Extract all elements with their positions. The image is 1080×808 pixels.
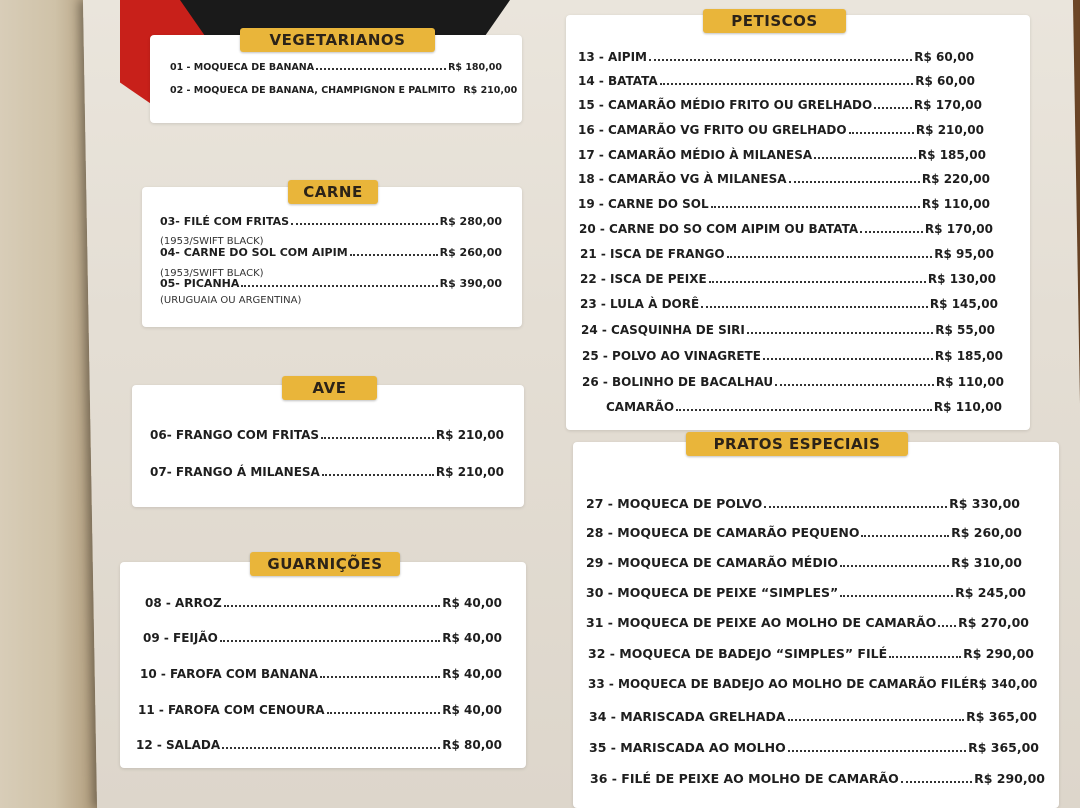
menu-item: 24 - CASQUINHA DE SIRI R$ 55,00 [581,323,995,337]
menu-item: 06- FRANGO COM FRITAS R$ 210,00 [150,428,504,442]
section-title-pratos-especiais: PRATOS ESPECIAIS [686,432,908,456]
menu-item: 04- CARNE DO SOL COM AIPIM R$ 260,00 [160,246,502,259]
section-title-vegetarianos: VEGETARIANOS [240,28,435,52]
item-note: (1953/SWIFT BLACK) [160,236,264,247]
menu-item: 34 - MARISCADA GRELHADA R$ 365,00 [589,709,1037,724]
menu-item: 28 - MOQUECA DE CAMARÃO PEQUENO R$ 260,00 [586,525,1022,540]
menu-item: 26 - BOLINHO DE BACALHAU R$ 110,00 [582,375,1004,389]
menu-item: 10 - FAROFA COM BANANA R$ 40,00 [140,667,502,681]
card-ave [132,385,524,507]
menu-item: 02 - MOQUECA DE BANANA, CHAMPIGNON E PALMITO R$ 210,00 [170,85,518,96]
menu-item: 03- FILÉ COM FRITAS R$ 280,00 [160,215,502,228]
menu-item: 05- PICANHA R$ 390,00 [160,277,502,290]
menu-item: 36 - FILÉ DE PEIXE AO MOLHO DE CAMARÃO R$ 290,00 [590,771,1045,786]
menu-item: 09 - FEIJÃO R$ 40,00 [143,631,502,645]
menu-item: 22 - ISCA DE PEIXE R$ 130,00 [580,272,996,286]
menu-item: 35 - MARISCADA AO MOLHO R$ 365,00 [589,740,1039,755]
menu-item: 20 - CARNE DO SO COM AIPIM OU BATATA R$ 170,00 [579,222,993,236]
menu-item: 23 - LULA À DORÊ R$ 145,00 [580,297,998,311]
section-title-ave: AVE [282,376,377,400]
menu-item: 30 - MOQUECA DE PEIXE “SIMPLES” R$ 245,00 [586,585,1026,600]
menu-item: 13 - AIPIM R$ 60,00 [578,50,974,64]
item-note: (URUGUAIA OU ARGENTINA) [160,295,302,306]
menu-item: 17 - CAMARÃO MÉDIO À MILANESA R$ 185,00 [578,148,986,162]
menu-item: 07- FRANGO Á MILANESA R$ 210,00 [150,465,504,479]
menu-item: 33 - MOQUECA DE BADEJO AO MOLHO DE CAMARÃO FILÉ R$ 340,00 [588,677,1038,691]
menu-item: 18 - CAMARÃO VG À MILANESA R$ 220,00 [578,172,990,186]
menu-item: 19 - CARNE DO SOL R$ 110,00 [578,197,990,211]
menu-item: 11 - FAROFA COM CENOURA R$ 40,00 [138,703,502,717]
menu-item: 25 - POLVO AO VINAGRETE R$ 185,00 [582,349,1003,363]
menu-item: 12 - SALADA R$ 80,00 [136,738,502,752]
menu-item: 15 - CAMARÃO MÉDIO FRITO OU GRELHADO R$ 170,00 [578,98,982,112]
menu-item: 32 - MOQUECA DE BADEJO “SIMPLES” FILÉ R$ 290,00 [588,646,1034,661]
menu-item: 01 - MOQUECA DE BANANA R$ 180,00 [170,62,502,73]
section-title-carne: CARNE [288,180,378,204]
menu-item: 16 - CAMARÃO VG FRITO OU GRELHADO R$ 210,00 [578,123,984,137]
menu-item: 27 - MOQUECA DE POLVO R$ 330,00 [586,496,1020,511]
menu-item: 29 - MOQUECA DE CAMARÃO MÉDIO R$ 310,00 [586,555,1022,570]
menu-item: 21 - ISCA DE FRANGO R$ 95,00 [580,247,994,261]
menu-item: CAMARÃO R$ 110,00 [606,400,1002,414]
menu-item: 08 - ARROZ R$ 40,00 [145,596,502,610]
menu-item: 14 - BATATA R$ 60,00 [578,74,975,88]
item-note: (1953/SWIFT BLACK) [160,268,264,279]
menu-item: 31 - MOQUECA DE PEIXE AO MOLHO DE CAMARÃO R$ 270,00 [586,615,1029,630]
section-title-guarnicoes: GUARNIÇÕES [250,552,400,576]
section-title-petiscos: PETISCOS [703,9,846,33]
